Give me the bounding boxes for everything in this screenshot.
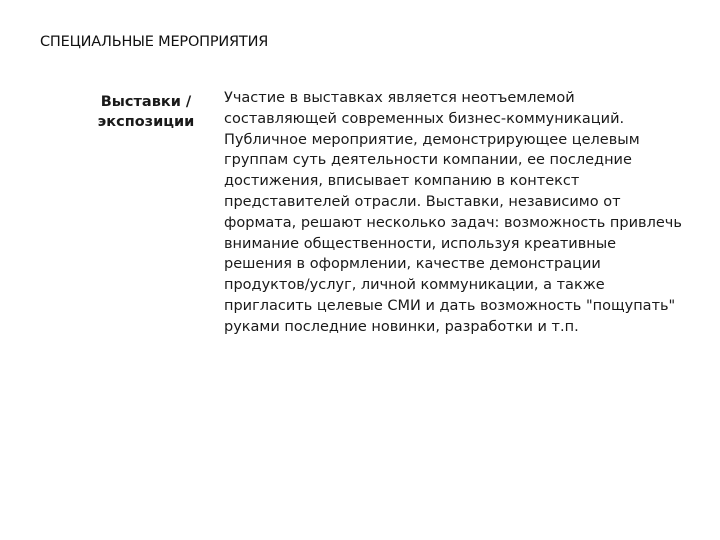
- description-line: составляющей современных бизнес-коммуникаций.: [224, 110, 625, 127]
- description-line: Публичное мероприятие, демонстрирующее целевым: [224, 131, 640, 148]
- description-line: представителей отрасли. Выставки, независимо от: [224, 193, 621, 210]
- description-line: группам суть деятельности компании, ее последние: [224, 152, 632, 169]
- term-label: Выставки / экспозиции: [97, 94, 195, 130]
- description-line: Участие в выставках является неотъемлемой: [224, 90, 575, 106]
- slide-title: СПЕЦИАЛЬНЫЕ МЕРОПРИЯТИЯ: [40, 34, 269, 50]
- description-line: продуктов/услуг, личной коммуникации, а также: [224, 277, 605, 294]
- description-text: [224, 88, 694, 338]
- description-line: формата, решают несколько задач: возможность привлечь: [224, 214, 682, 231]
- description-line: пригласить целевые СМИ и дать возможность "пощупать": [224, 297, 676, 314]
- description-line: решения в оформлении, качестве демонстрации: [224, 256, 601, 273]
- description-line: внимание общественности, используя креативные: [224, 235, 617, 252]
- description-line: достижения, вписывает компанию в контекст: [224, 173, 580, 190]
- description-line: руками последние новинки, разработки и т.п.: [224, 318, 579, 335]
